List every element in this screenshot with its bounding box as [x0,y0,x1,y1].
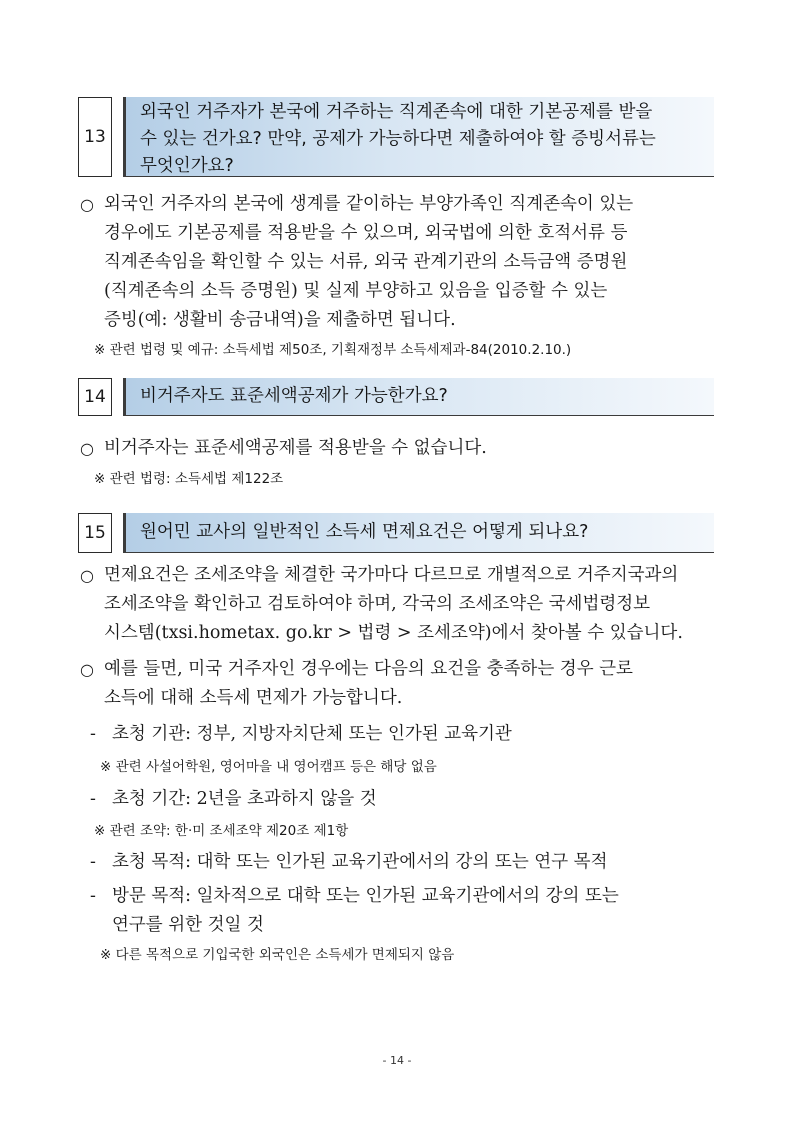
answer-line: 예를 들면, 미국 거주자인 경우에는 다음의 요건을 충족하는 경우 근로 [104,659,633,679]
dash-mark: - [90,886,96,906]
answer-line: (직계존속의 소득 증명원) 및 실제 부양하고 있음을 입증할 수 있는 [104,281,608,301]
question-15-header [78,513,714,553]
answer-line: 경우에도 기본공제를 적용받을 수 있으며, 외국법에 의한 호적서류 등 [104,223,628,243]
question-14-header [78,378,714,416]
reference-note: ※ 관련 법령: 소득세법 제122조 [94,471,284,487]
requirement-item [90,720,720,749]
answer-line: 증빙(예: 생활비 송금내역)을 제출하면 됩니다. [104,310,456,330]
bullet-circle: ○ [80,195,94,214]
question-number: 14 [78,378,112,416]
question-title-line: 무엇인가요? [140,156,234,176]
dash-mark: - [90,724,96,744]
requirement-text: 초청 목적: 대학 또는 인가된 교육기관에서의 강의 또는 연구 목적 [112,852,608,872]
question-title-line: 수 있는 건가요? 만약, 공제가 가능하다면 제출하여야 할 증빙서류는 [140,129,656,149]
question-number: 15 [78,513,112,553]
requirement-item [90,882,720,940]
reference-note: ※ 관련 사설어학원, 영어마을 내 영어캠프 등은 해당 없음 [100,759,437,775]
question-title [123,97,714,177]
answer-line: 직계존속임을 확인할 수 있는 서류, 외국 관계기관의 소득금액 증명원 [104,252,628,272]
question-number: 13 [78,97,112,177]
requirement-item [90,785,720,814]
requirement-item [90,848,720,877]
reference-note: ※ 다른 목적으로 기입국한 외국인은 소득세가 면제되지 않음 [100,947,455,963]
reference-note: ※ 관련 법령 및 예규: 소득세법 제50조, 기획재정부 소득세제과-84(2010.2.10.) [94,342,572,358]
bullet-circle: ○ [80,566,94,585]
answer-line: 비거주자는 표준세액공제를 적용받을 수 없습니다. [104,438,487,458]
dash-mark: - [90,789,96,809]
question-title: 원어민 교사의 일반적인 소득세 면제요건은 어떻게 되나요? [123,513,714,553]
answer-paragraph [80,561,720,648]
requirement-text: 초청 기관: 정부, 지방자치단체 또는 인가된 교육기관 [112,724,512,744]
requirement-text: 연구를 위한 것일 것 [112,915,264,935]
answer-line: 면제요건은 조세조약을 체결한 국가마다 다르므로 개별적으로 거주지국과의 [104,565,679,585]
answer-paragraph [80,434,720,463]
reference-note: ※ 관련 조약: 한·미 조세조약 제20조 제1항 [94,823,349,839]
question-13-header [78,97,714,177]
answer-line: 조세조약을 확인하고 검토하여야 하며, 각국의 조세조약은 국세법령정보 [104,594,651,614]
page-number: - 14 - [382,1054,412,1067]
answer-line: 외국인 거주자의 본국에 생계를 같이하는 부양가족인 직계존속이 있는 [104,194,634,214]
dash-mark: - [90,852,96,872]
question-title-line: 외국인 거주자가 본국에 거주하는 직계존속에 대한 기본공제를 받을 [140,102,653,122]
question-title: 비거주자도 표준세액공제가 가능한가요? [123,378,714,416]
answer-line: 소득에 대해 소득세 면제가 가능합니다. [104,688,403,708]
answer-paragraph [80,655,720,713]
requirement-text: 초청 기간: 2년을 초과하지 않을 것 [112,789,377,809]
bullet-circle: ○ [80,660,94,679]
bullet-circle: ○ [80,439,94,458]
answer-paragraph [80,190,720,335]
answer-line: 시스템(txsi.hometax. go.kr > 법령 > 조세조약)에서 찾아볼 수 있습니다. [104,623,683,643]
requirement-text: 방문 목적: 일차적으로 대학 또는 인가된 교육기관에서의 강의 또는 [112,886,619,906]
